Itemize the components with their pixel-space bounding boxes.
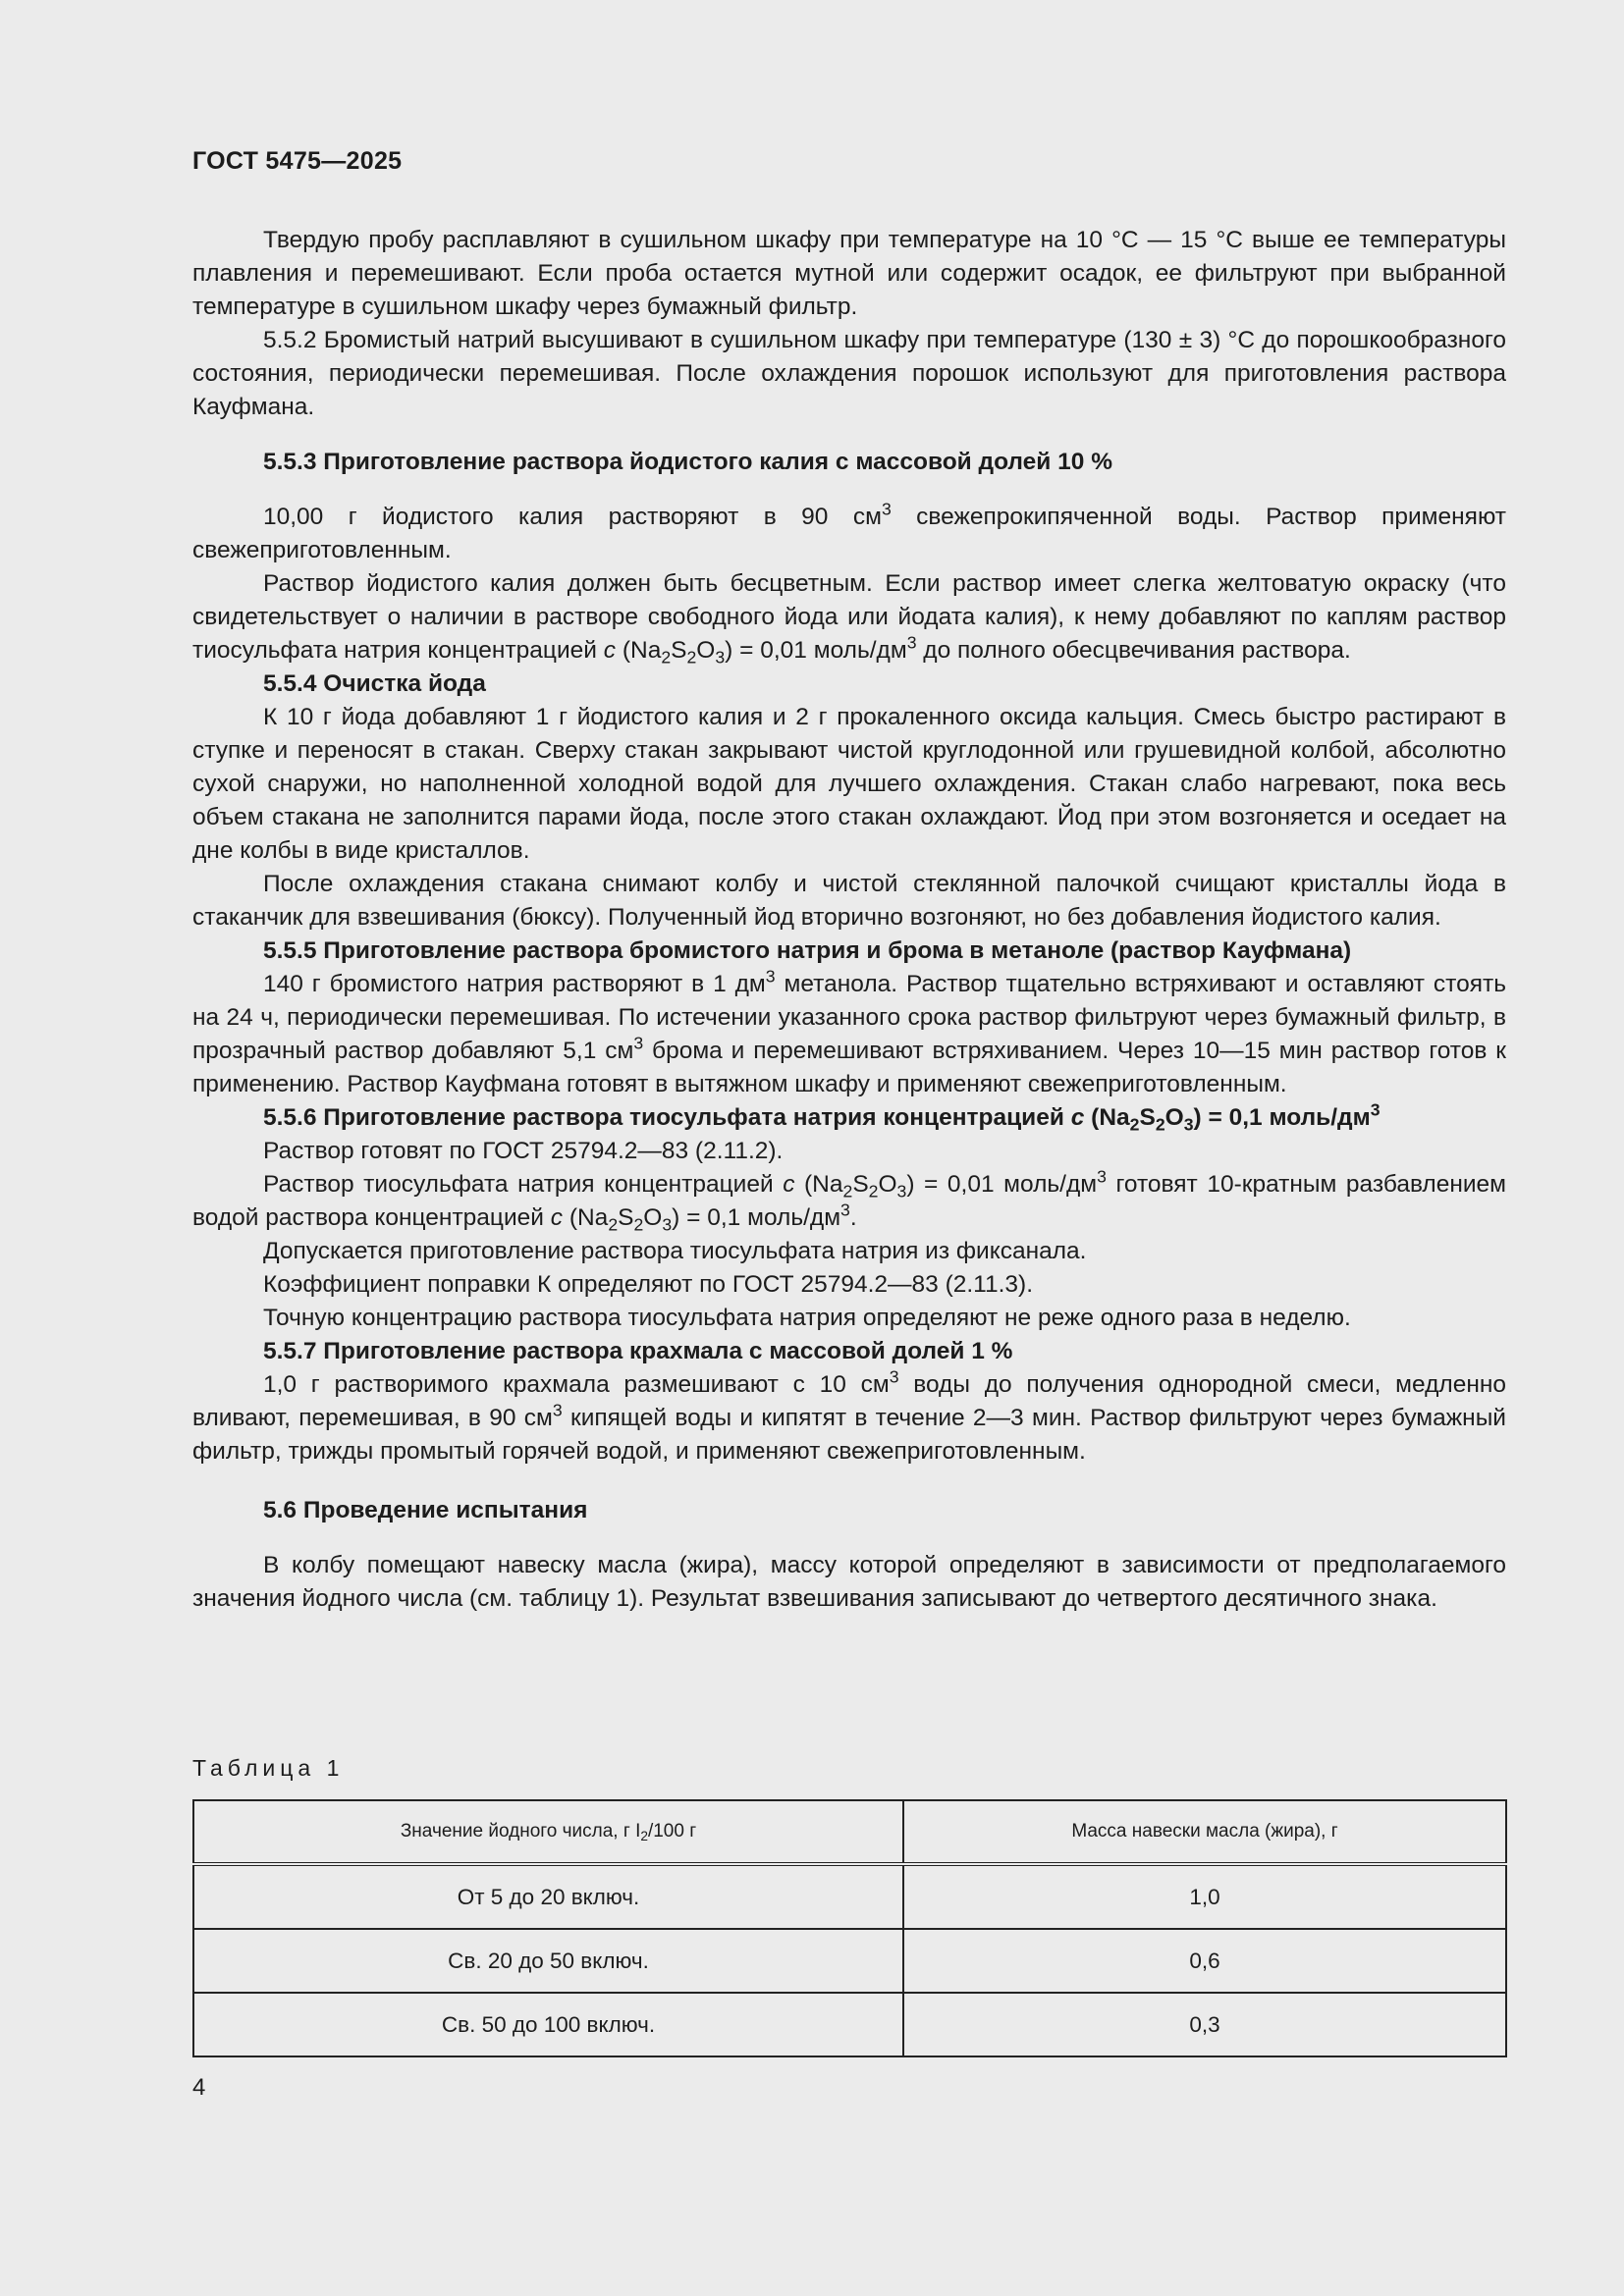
- paragraph: Раствор йодистого калия должен быть бесцветным. Если раствор имеет слегка желтоватую окраску (что свидетельствует о наличии в растворе свободного йода или йодата калия), к нему добавляют по каплям раствор тиосульфата натрия концентрацией c $(Na_2S_2O_3) = 0,01$ моль/$дм^3$ до полного обесцвечивания раствора.: [192, 570, 1506, 667]
- section-heading-5-5-5: 5.5.5 Приготовление раствора бромистого натрия и брома в метаноле (раствор Кауфмана): [263, 937, 1352, 964]
- paragraph: Коэффициент поправки К определяют по ГОСТ 25794.2—83 (2.11.3).: [263, 1271, 1033, 1298]
- iodine-sample-table: [192, 1799, 1507, 2057]
- table-row: [193, 1864, 1506, 1929]
- section-heading-5-5-6: 5.5.6 Приготовление раствора тиосульфата натрия концентрацией c $(Na_2S_2O_3) = 0,1$ моль/$дм^3$: [263, 1099, 1380, 1135]
- table-cell-mass: 1,0: [903, 1864, 1506, 1929]
- table-cell-mass: 0,6: [903, 1929, 1506, 1993]
- section-heading-5-6: 5.6 Проведение испытания: [263, 1497, 588, 1523]
- table-cell-range: Св. 50 до 100 включ.: [193, 1993, 903, 2056]
- paragraph: В колбу помещают навеску масла (жира), массу которой определяют в зависимости от предполагаемого значения йодного числа (см. таблицу 1). Результат взвешивания записывают до четвертого десятичного знака.: [192, 1552, 1506, 1612]
- paragraph-5-5-2: 5.5.2 Бромистый натрий высушивают в сушильном шкафу при температуре (130 ± 3) °С до порошкообразного состояния, периодически перемешивая. После охлаждения порошок используют для приготовления раствора Кауфмана.: [192, 327, 1506, 420]
- table-cell-range: Св. 20 до 50 включ.: [193, 1929, 903, 1993]
- paragraph: Допускается приготовление раствора тиосульфата натрия из фиксанала.: [263, 1238, 1087, 1264]
- section-heading-5-5-3: 5.5.3 Приготовление раствора йодистого калия с массовой долей 10 %: [263, 449, 1113, 475]
- paragraph: 140 г бромистого натрия растворяют в 1 $дм^3$ метанола. Раствор тщательно встряхивают и оставляют стоять на 24 ч, периодически перемешивая. По истечении указанного срока раствор фильтруют через бумажный фильтр, в прозрачный раствор добавляют 5,1 $см^3$ брома и перемешивают встряхиванием. Через 10—15 мин раствор готов к применению. Раствор Кауфмана готовят в вытяжном шкафу и применяют свежеприготовленным.: [192, 966, 1507, 1097]
- table-header-row: [193, 1800, 1506, 1864]
- paragraph: Твердую пробу расплавляют в сушильном шкафу при температуре на 10 °С — 15 °С выше ее температуры плавления и перемешивают. Если проба остается мутной или содержит осадок, ее фильтруют при выбранной температуре в сушильном шкафу через бумажный фильтр.: [192, 227, 1506, 320]
- section-heading-5-5-4: 5.5.4 Очистка йода: [263, 670, 486, 697]
- table-cell-mass: 0,3: [903, 1993, 1506, 2056]
- paragraph: После охлаждения стакана снимают колбу и чистой стеклянной палочкой счищают кристаллы йода в стаканчик для взвешивания (бюксу). Полученный йод вторично возгоняют, но без добавления йодистого калия.: [192, 871, 1506, 931]
- page-number: 4: [192, 2074, 206, 2101]
- paragraph: Раствор тиосульфата натрия концентрацией c $(Na_2S_2O_3) = 0,01$ моль/$дм^3$ готовят 10-кратным разбавлением водой раствора концентрацией c $(Na_2S_2O_3) = 0,1$ моль/$дм^3$.: [192, 1166, 1507, 1235]
- paragraph: К 10 г йода добавляют 1 г йодистого калия и 2 г прокаленного оксида кальция. Смесь быстро растирают в ступке и переносят в стакан. Сверху стакан закрывают чистой круглодонной или грушевидной колбой, абсолютно сухой снаружи, но наполненной холодной водой для лучшего охлаждения. Стакан слабо нагревают, пока весь объем стакана не заполнится парами йода, после этого стакан охлаждают. Йод при этом возгоняется и оседает на дне колбы в виде кристаллов.: [192, 704, 1506, 864]
- table-row: [193, 1929, 1506, 1993]
- table-caption: Таблица 1: [192, 1755, 345, 1781]
- paragraph: Раствор готовят по ГОСТ 25794.2—83 (2.11.2).: [263, 1138, 784, 1164]
- column-header-sample-mass: Масса навески масла (жира), г: [903, 1800, 1506, 1864]
- table-cell-range: От 5 до 20 включ.: [193, 1864, 903, 1929]
- paragraph: Точную концентрацию раствора тиосульфата натрия определяют не реже одного раза в неделю.: [263, 1305, 1351, 1331]
- document-body: [192, 224, 1506, 1616]
- paragraph: 10,00 г йодистого калия растворяют в 90 $см^3$ свежепрокипяченной воды. Раствор применяют свежеприготовленным.: [192, 499, 1506, 563]
- document-header: ГОСТ 5475—2025: [192, 147, 403, 175]
- section-heading-5-5-7: 5.5.7 Приготовление раствора крахмала с массовой долей 1 %: [263, 1338, 1013, 1364]
- table-row: [193, 1993, 1506, 2056]
- column-header-iodine-value: Значение йодного числа, г $I_2/100$ г: [193, 1800, 903, 1864]
- paragraph: 1,0 г растворимого крахмала размешивают с 10 $см^3$ воды до получения однородной смеси, медленно вливают, перемешивая, в 90 $см^3$ кипящей воды и кипятят в течение 2—3 мин. Раствор фильтруют через бумажный фильтр, трижды промытый горячей водой, и применяют свежеприготовленным.: [192, 1366, 1507, 1465]
